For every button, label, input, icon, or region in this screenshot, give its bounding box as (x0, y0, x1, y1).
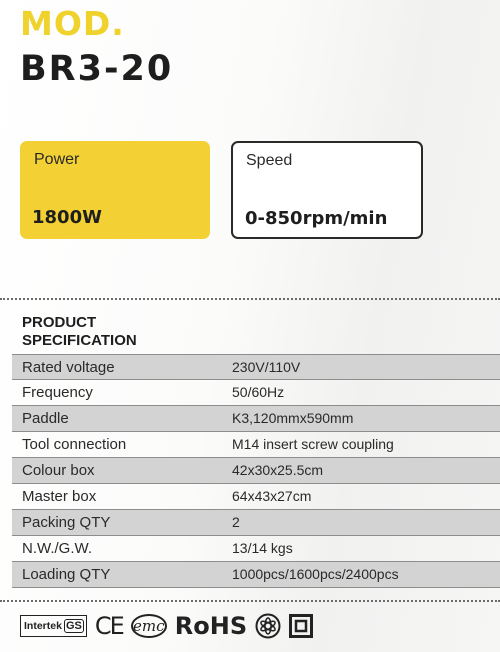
spec-title-line2: SPECIFICATION (22, 332, 137, 349)
spec-key: Paddle (22, 410, 69, 427)
model-number: BR3-20 (20, 49, 174, 89)
emc-logo: emc (131, 614, 167, 638)
speed-value: 0-850rpm/min (245, 208, 388, 229)
certification-logos (20, 611, 313, 641)
table-row (12, 458, 500, 484)
spec-key: Rated voltage (22, 359, 115, 376)
spec-title-line1: PRODUCT (22, 314, 97, 331)
divider-top (0, 298, 500, 300)
divider-bottom (0, 600, 500, 602)
spec-key: Frequency (22, 384, 93, 401)
spec-value: 13/14 kgs (232, 540, 293, 556)
spec-value: 50/60Hz (232, 384, 285, 400)
spec-key: Packing QTY (22, 514, 111, 531)
table-row (12, 484, 500, 510)
table-row (12, 562, 500, 588)
ce-mark-icon: CE (94, 612, 123, 640)
rohs-logo: RoHS (174, 612, 248, 640)
intertek-text: Intertek (24, 620, 62, 632)
spec-title (22, 314, 137, 350)
spec-value: M14 insert screw coupling (232, 436, 394, 452)
table-row (12, 380, 500, 406)
spec-key: Colour box (22, 462, 95, 479)
double-insulation-icon (289, 614, 313, 638)
table-row (12, 406, 500, 432)
spec-table (12, 354, 500, 588)
table-row (12, 432, 500, 458)
spec-value: 64x43x27cm (232, 488, 312, 504)
power-value: 1800W (32, 207, 102, 228)
power-card (20, 141, 210, 239)
spec-key: N.W./G.W. (22, 540, 92, 557)
table-row (12, 354, 500, 380)
power-label: Power (34, 151, 80, 168)
table-row (12, 510, 500, 536)
gs-mark: GS (65, 620, 82, 632)
intertek-gs-logo (20, 615, 87, 637)
spec-value: 2 (232, 514, 240, 530)
spec-value: 230V/110V (232, 359, 301, 375)
spec-value: 42x30x25.5cm (232, 462, 324, 478)
speed-card (231, 141, 423, 239)
spec-key: Tool connection (22, 436, 127, 453)
spec-value: K3,120mmx590mm (232, 410, 354, 426)
spec-key: Master box (22, 488, 97, 505)
speed-label: Speed (246, 152, 293, 169)
recycle-flower-icon (255, 613, 281, 639)
table-row (12, 536, 500, 562)
spec-key: Loading QTY (22, 566, 111, 583)
spec-value: 1000pcs/1600pcs/2400pcs (232, 566, 399, 582)
mod-label: MOD. (20, 4, 125, 43)
